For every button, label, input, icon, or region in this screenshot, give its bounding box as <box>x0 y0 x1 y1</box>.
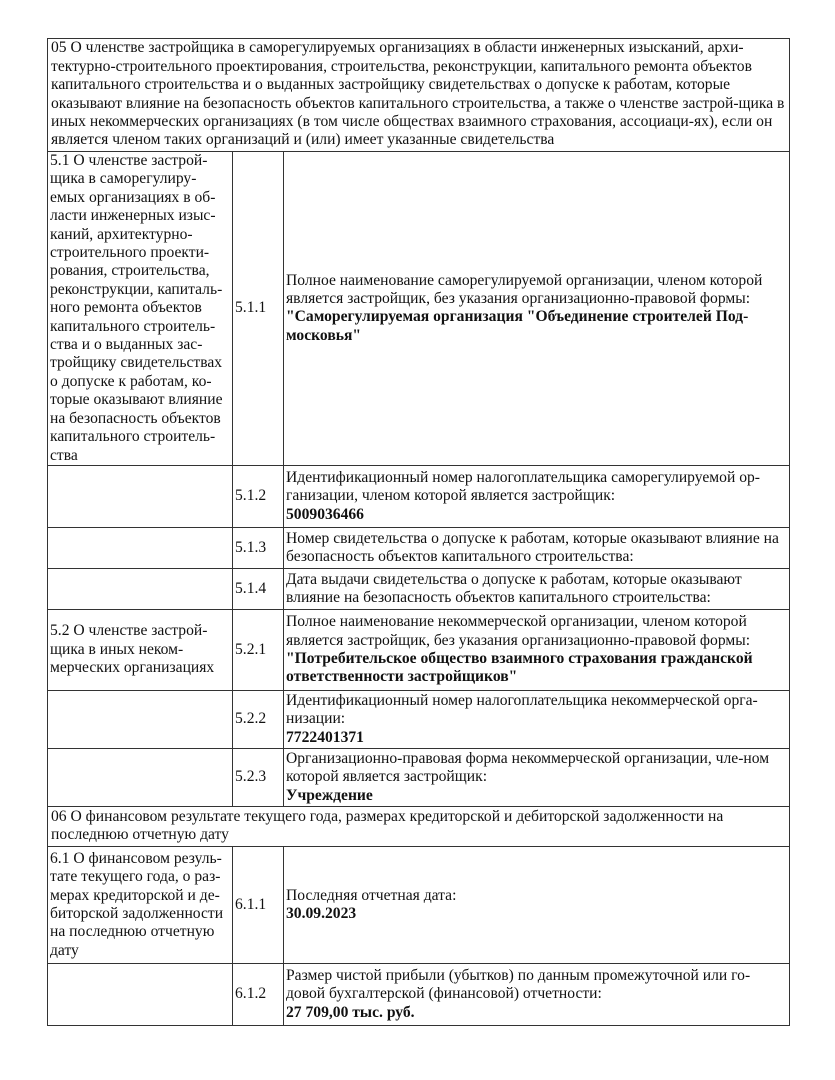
group-5-1-label: 5.1 О членстве застрой-щика в саморегулиру-емых организациях в об-ласти инженерных изыс-каний, архитектурно-строительного проекти-рования, строительства, реконструкции, капиталь-ного ремонта объектов капитального строитель-ства и о выданных зас-тройщику свидетельствах о допуске к работам, ко-торые оказывают влияние на безопасность объектов капитального строитель-ства <box>48 152 233 466</box>
item-code: 5.2.3 <box>233 748 284 806</box>
item-code: 5.1.4 <box>233 568 284 609</box>
group-empty-cell <box>48 527 233 568</box>
table-row <box>48 690 790 748</box>
item-content <box>284 748 790 806</box>
item-label: Полное наименование саморегулируемой организации, членом которой является застройщик, без указания организационно-правовой формы: <box>286 271 763 308</box>
item-value: 5009036466 <box>286 505 364 523</box>
item-content <box>284 527 790 568</box>
group-empty-cell <box>48 963 233 1025</box>
item-value: 27 709,00 тыс. руб. <box>286 1003 415 1021</box>
group-empty-cell <box>48 690 233 748</box>
item-content <box>284 846 790 963</box>
table-row <box>48 568 790 609</box>
item-content <box>284 568 790 609</box>
table-row <box>48 846 790 963</box>
item-code: 5.1.1 <box>233 152 284 466</box>
item-value: Учреждение <box>286 786 373 804</box>
section-05-header-row <box>48 39 790 152</box>
item-value: 7722401371 <box>286 728 364 746</box>
item-code: 6.1.1 <box>233 846 284 963</box>
item-content <box>284 465 790 527</box>
table-row <box>48 748 790 806</box>
declaration-table <box>47 38 790 1026</box>
item-content <box>284 963 790 1025</box>
item-label: Последняя отчетная дата: <box>286 886 457 904</box>
section-05-title: 05 О членстве застройщика в саморегулируемых организациях в области инженерных изысканий, архи-тектурно-строительного проектирования, строительства, реконструкции, капитального ремонта объектов капитального строительства и о выданных застройщику свидетельствах о допуске к работам, которые оказывают влияние на безопасность объектов капитального строительства, а также о членстве застрой-щика в иных некоммерческих организациях (в том числе обществах взаимного страхования, ассоциаци-ях), если он является членом таких организаций и (или) имеет указанные свидетельства <box>48 39 790 152</box>
item-label: Организационно-правовая форма некоммерческой организации, чле-ном которой является застройщик: <box>286 749 770 786</box>
table-row <box>48 527 790 568</box>
item-code: 6.1.2 <box>233 963 284 1025</box>
table-row <box>48 609 790 690</box>
item-label: Полное наименование некоммерческой организации, членом которой является застройщик, без указания организационно-правовой формы: <box>286 613 751 649</box>
item-code: 5.2.1 <box>233 609 284 690</box>
item-label: Размер чистой прибыли (убытков) по данным промежуточной или го-довой бухгалтерской (финансовой) отчетности: <box>286 966 751 1003</box>
item-label: Номер свидетельства о допуске к работам, которые оказывают влияние на безопасность объектов капитального строительства: <box>286 529 779 565</box>
item-code: 5.1.2 <box>233 465 284 527</box>
table-row <box>48 963 790 1025</box>
table-row <box>48 152 790 466</box>
group-6-1-label: 6.1 О финансовом резуль-тате текущего года, о раз-мерах кредиторской и де-биторской задолженности на последнюю отчетную дату <box>48 846 233 963</box>
item-value: "Саморегулируемая организация "Объединение строителей Под-московья" <box>286 308 749 344</box>
item-value: 30.09.2023 <box>286 904 357 922</box>
table-row <box>48 465 790 527</box>
section-06-title: 06 О финансовом результате текущего года, размерах кредиторской и дебиторской задолженности на последнюю отчетную дату <box>48 806 790 846</box>
item-label: Идентификационный номер налогоплательщика саморегулируемой ор-ганизации, членом которой является застройщик: <box>286 468 760 505</box>
declaration-document <box>47 38 789 1026</box>
group-5-2-label: 5.2 О членстве застрой-щика в иных неком-мерческих организациях <box>48 609 233 690</box>
item-label: Дата выдачи свидетельства о допуске к работам, которые оказывают влияние на безопасность объектов капитального строительства: <box>286 570 742 606</box>
item-content <box>284 609 790 690</box>
item-label: Идентификационный номер налогоплательщика некоммерческой орга-низации: <box>286 691 758 728</box>
section-06-header-row <box>48 806 790 846</box>
group-empty-cell <box>48 748 233 806</box>
item-code: 5.1.3 <box>233 527 284 568</box>
group-empty-cell <box>48 465 233 527</box>
item-code: 5.2.2 <box>233 690 284 748</box>
item-content <box>284 690 790 748</box>
item-content <box>284 152 790 466</box>
group-empty-cell <box>48 568 233 609</box>
item-value: "Потребительское общество взаимного страхования гражданской ответственности застройщиков" <box>286 649 753 686</box>
